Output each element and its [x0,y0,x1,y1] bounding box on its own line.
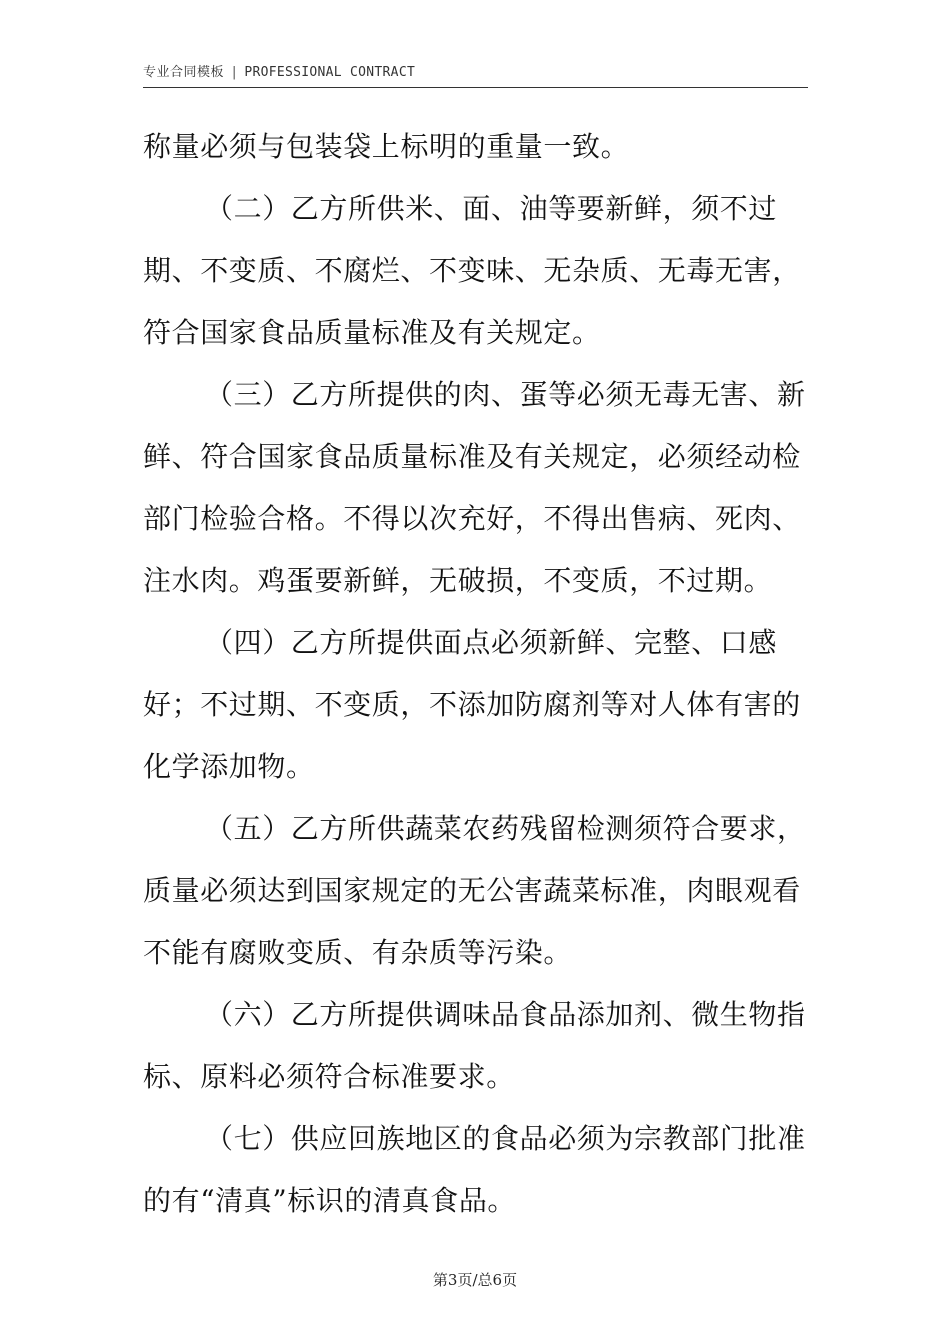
paragraph-clause-2: （二）乙方所供米、面、油等要新鲜，须不过期、不变质、不腐烂、不变味、无杂质、无毒无害，符合国家食品质量标准及有关规定。 [143,192,801,349]
paragraph-clause-5: （五）乙方所供蔬菜农药残留检测须符合要求，质量必须达到国家规定的无公害蔬菜标准，肉眼观看不能有腐败变质、有杂质等污染。 [143,812,806,969]
header-title-en: PROFESSIONAL CONTRACT [244,65,416,80]
paragraph-clause-4: （四）乙方所提供面点必须新鲜、完整、口感好；不过期、不变质，不添加防腐剂等对人体有害的化学添加物。 [143,626,801,783]
paragraph-clause-7: （七）供应回族地区的食品必须为宗教部门批准的有“清真”标识的清真食品。 [143,1122,806,1217]
document-body [143,116,808,1232]
page-footer [0,1270,950,1290]
page-number: 第3页/总6页 [432,1271,518,1289]
paragraph-continuation: 称量必须与包装袋上标明的重量一致。 [143,130,630,163]
header-title-cn: 专业合同模板 [143,65,225,80]
page-header [143,65,808,88]
paragraph-clause-3: （三）乙方所提供的肉、蛋等必须无毒无害、新鲜、符合国家食品质量标准及有关规定，必须经动检部门检验合格。不得以次充好，不得出售病、死肉、注水肉。鸡蛋要新鲜，无破损，不变质，不过期。 [143,378,806,597]
header-separator: | [232,65,237,80]
paragraph-clause-6: （六）乙方所提供调味品食品添加剂、微生物指标、原料必须符合标准要求。 [143,998,806,1093]
